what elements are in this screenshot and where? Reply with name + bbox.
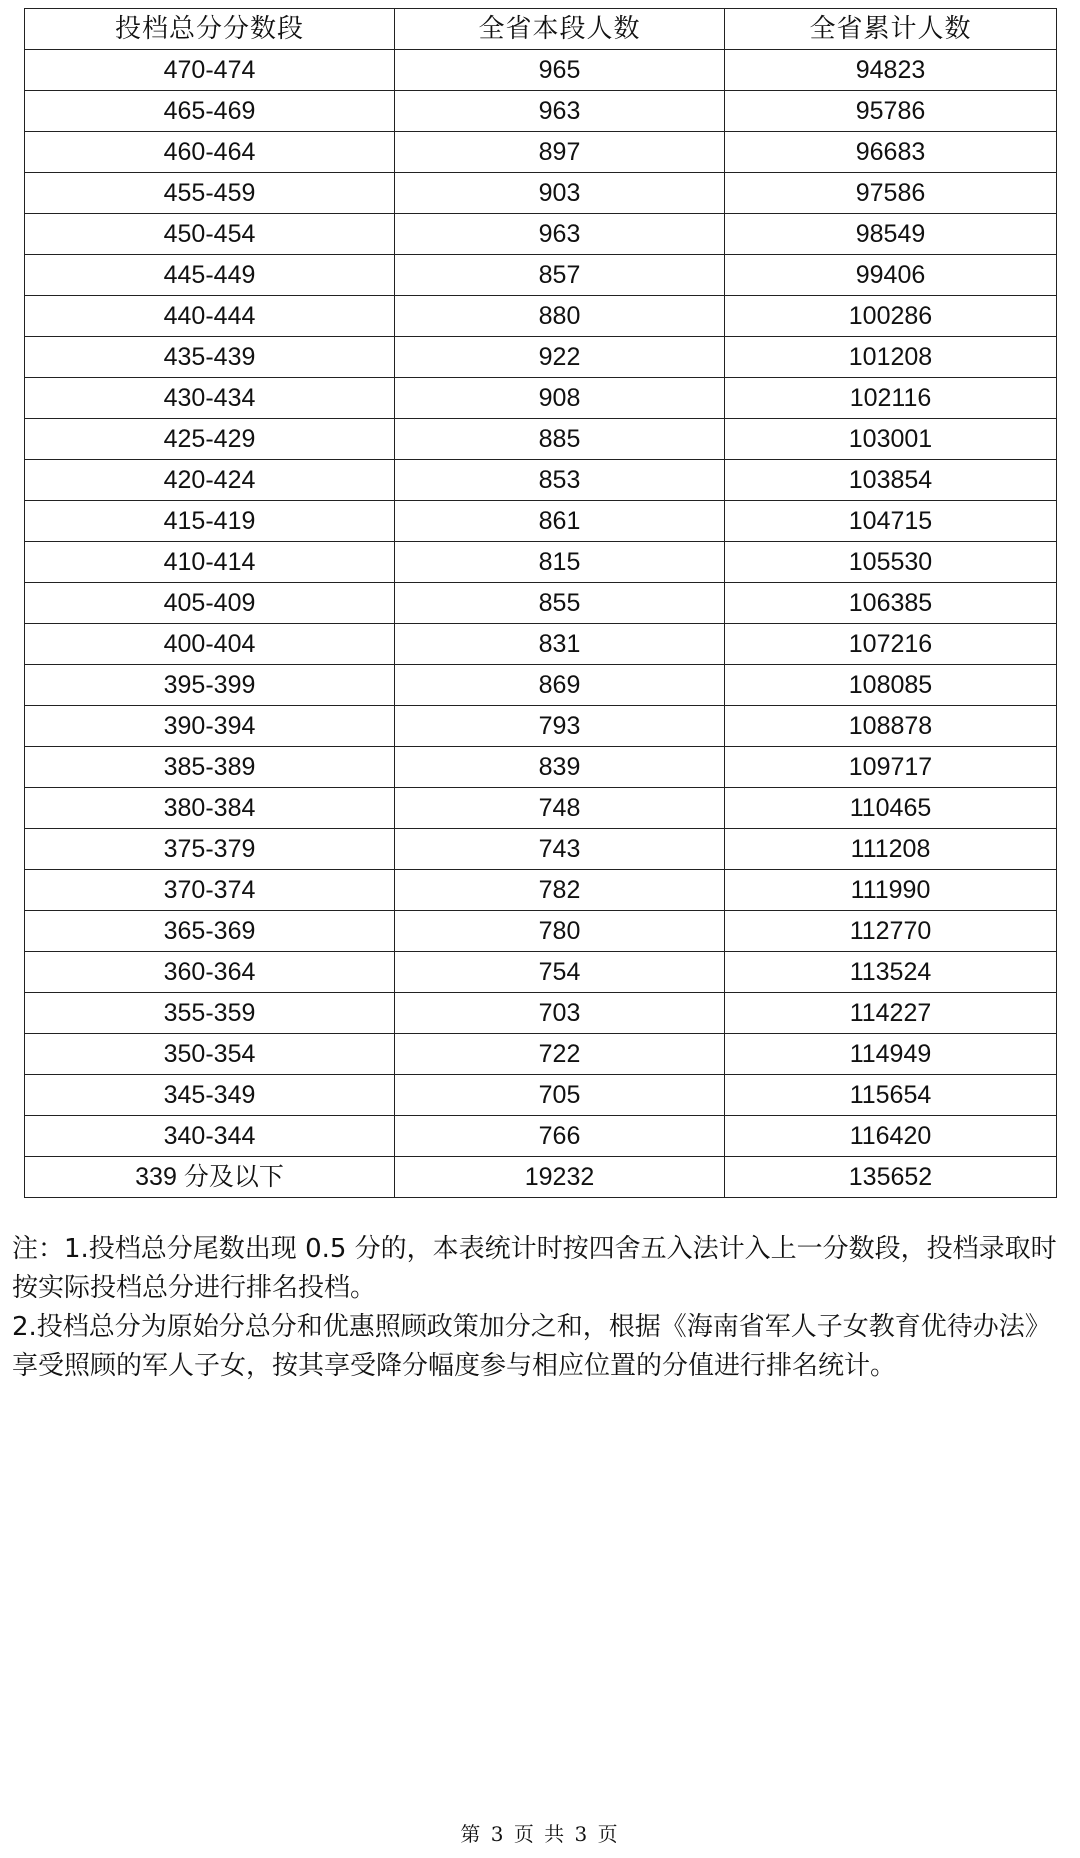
cell-score-range: 355-359 [25, 993, 395, 1034]
cell-cumulative-count: 113524 [725, 952, 1057, 993]
cell-score-range: 460-464 [25, 132, 395, 173]
cell-cumulative-count: 94823 [725, 50, 1057, 91]
table-row [25, 624, 1057, 665]
cell-cumulative-count: 110465 [725, 788, 1057, 829]
table-row [25, 214, 1057, 255]
cell-segment-count: 815 [395, 542, 725, 583]
cell-score-range: 405-409 [25, 583, 395, 624]
cell-segment-count: 839 [395, 747, 725, 788]
table-row [25, 993, 1057, 1034]
cell-segment-count: 922 [395, 337, 725, 378]
cell-score-range: 395-399 [25, 665, 395, 706]
cell-cumulative-count: 116420 [725, 1116, 1057, 1157]
table-header-row [25, 9, 1057, 50]
cell-segment-count: 766 [395, 1116, 725, 1157]
cell-segment-count: 19232 [395, 1157, 725, 1198]
cell-segment-count: 754 [395, 952, 725, 993]
cell-cumulative-count: 135652 [725, 1157, 1057, 1198]
note-1: 注：1.投档总分尾数出现 0.5 分的，本表统计时按四舍五入法计入上一分数段，投档录取时按实际投档总分进行排名投档。 [12, 1234, 1057, 1303]
cell-segment-count: 855 [395, 583, 725, 624]
cell-cumulative-count: 103001 [725, 419, 1057, 460]
table-row [25, 132, 1057, 173]
cell-segment-count: 705 [395, 1075, 725, 1116]
cell-cumulative-count: 105530 [725, 542, 1057, 583]
table-row [25, 1075, 1057, 1116]
cell-segment-count: 853 [395, 460, 725, 501]
cell-segment-count: 963 [395, 91, 725, 132]
table-row [25, 501, 1057, 542]
cell-score-range: 425-429 [25, 419, 395, 460]
cell-segment-count: 780 [395, 911, 725, 952]
cell-cumulative-count: 106385 [725, 583, 1057, 624]
table-row [25, 419, 1057, 460]
cell-score-range: 385-389 [25, 747, 395, 788]
table-row [25, 870, 1057, 911]
cell-score-range: 340-344 [25, 1116, 395, 1157]
table-body [25, 50, 1057, 1198]
table-row [25, 1157, 1057, 1198]
cell-segment-count: 897 [395, 132, 725, 173]
cell-cumulative-count: 99406 [725, 255, 1057, 296]
cell-cumulative-count: 98549 [725, 214, 1057, 255]
table-row [25, 952, 1057, 993]
cell-segment-count: 869 [395, 665, 725, 706]
score-distribution-table [24, 8, 1057, 1198]
cell-score-range: 420-424 [25, 460, 395, 501]
cell-score-range: 375-379 [25, 829, 395, 870]
cell-segment-count: 903 [395, 173, 725, 214]
header-cumulative-count: 全省累计人数 [725, 9, 1057, 50]
header-score-range: 投档总分分数段 [25, 9, 395, 50]
cell-score-range: 455-459 [25, 173, 395, 214]
cell-score-range: 430-434 [25, 378, 395, 419]
cell-score-range: 360-364 [25, 952, 395, 993]
cell-score-range: 370-374 [25, 870, 395, 911]
cell-score-range: 415-419 [25, 501, 395, 542]
table-row [25, 173, 1057, 214]
table-row [25, 296, 1057, 337]
cell-cumulative-count: 111990 [725, 870, 1057, 911]
table-row [25, 460, 1057, 501]
cell-score-range: 365-369 [25, 911, 395, 952]
cell-cumulative-count: 102116 [725, 378, 1057, 419]
cell-score-range: 350-354 [25, 1034, 395, 1075]
cell-cumulative-count: 107216 [725, 624, 1057, 665]
cell-score-range: 410-414 [25, 542, 395, 583]
cell-cumulative-count: 104715 [725, 501, 1057, 542]
table-row [25, 50, 1057, 91]
table-row [25, 542, 1057, 583]
cell-segment-count: 782 [395, 870, 725, 911]
cell-score-range: 445-449 [25, 255, 395, 296]
table-row [25, 706, 1057, 747]
header-segment-count: 全省本段人数 [395, 9, 725, 50]
cell-score-range: 440-444 [25, 296, 395, 337]
cell-cumulative-count: 114227 [725, 993, 1057, 1034]
table-row [25, 91, 1057, 132]
cell-score-range: 470-474 [25, 50, 395, 91]
note-2: 2.投档总分为原始分总分和优惠照顾政策加分之和，根据《海南省军人子女教育优待办法》享受照顾的军人子女，按其享受降分幅度参与相应位置的分值进行排名统计。 [12, 1312, 1051, 1381]
cell-score-range: 345-349 [25, 1075, 395, 1116]
cell-cumulative-count: 97586 [725, 173, 1057, 214]
cell-cumulative-count: 108878 [725, 706, 1057, 747]
cell-score-range: 390-394 [25, 706, 395, 747]
cell-cumulative-count: 111208 [725, 829, 1057, 870]
cell-cumulative-count: 96683 [725, 132, 1057, 173]
cell-cumulative-count: 115654 [725, 1075, 1057, 1116]
cell-cumulative-count: 95786 [725, 91, 1057, 132]
table-row [25, 255, 1057, 296]
table-row [25, 337, 1057, 378]
table-row [25, 829, 1057, 870]
cell-segment-count: 908 [395, 378, 725, 419]
cell-segment-count: 963 [395, 214, 725, 255]
cell-score-range: 339 分及以下 [25, 1157, 395, 1198]
cell-score-range: 435-439 [25, 337, 395, 378]
cell-cumulative-count: 103854 [725, 460, 1057, 501]
notes-section [12, 1230, 1068, 1386]
table-row [25, 747, 1057, 788]
cell-segment-count: 880 [395, 296, 725, 337]
cell-segment-count: 743 [395, 829, 725, 870]
table-row [25, 378, 1057, 419]
cell-cumulative-count: 101208 [725, 337, 1057, 378]
table-row [25, 911, 1057, 952]
cell-segment-count: 748 [395, 788, 725, 829]
cell-segment-count: 861 [395, 501, 725, 542]
table-row [25, 1116, 1057, 1157]
cell-segment-count: 793 [395, 706, 725, 747]
cell-cumulative-count: 100286 [725, 296, 1057, 337]
cell-cumulative-count: 114949 [725, 1034, 1057, 1075]
cell-cumulative-count: 109717 [725, 747, 1057, 788]
table-row [25, 583, 1057, 624]
table-row [25, 665, 1057, 706]
table-row [25, 1034, 1057, 1075]
cell-segment-count: 831 [395, 624, 725, 665]
cell-segment-count: 703 [395, 993, 725, 1034]
cell-segment-count: 857 [395, 255, 725, 296]
cell-cumulative-count: 108085 [725, 665, 1057, 706]
cell-score-range: 450-454 [25, 214, 395, 255]
page-footer: 第 3 页 共 3 页 [460, 1822, 620, 1846]
cell-score-range: 465-469 [25, 91, 395, 132]
table-row [25, 788, 1057, 829]
cell-segment-count: 885 [395, 419, 725, 460]
cell-cumulative-count: 112770 [725, 911, 1057, 952]
cell-score-range: 400-404 [25, 624, 395, 665]
cell-segment-count: 965 [395, 50, 725, 91]
cell-score-range: 380-384 [25, 788, 395, 829]
cell-segment-count: 722 [395, 1034, 725, 1075]
